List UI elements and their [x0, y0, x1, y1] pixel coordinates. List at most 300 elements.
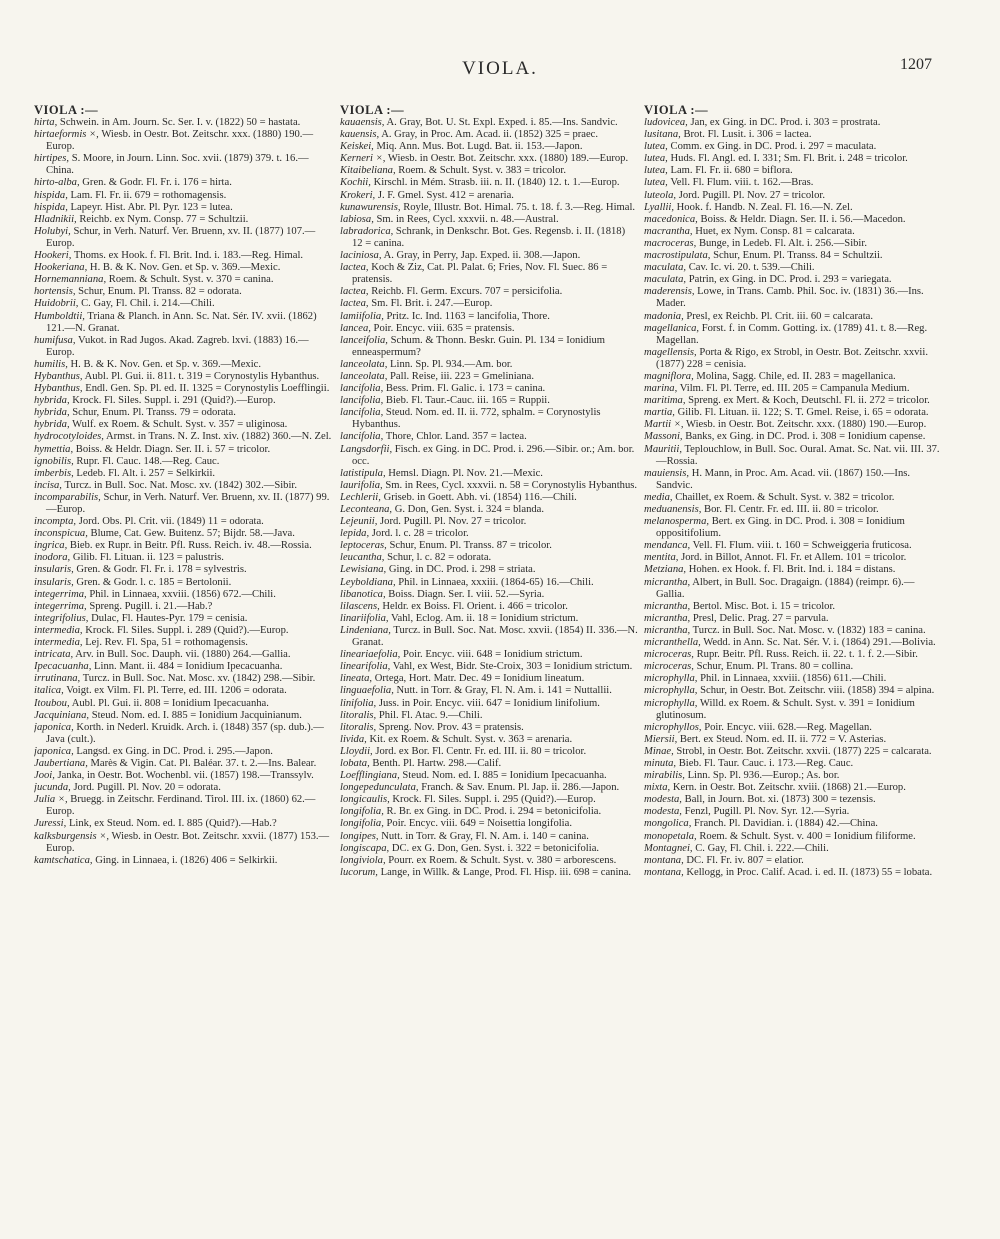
- index-entry: [644, 323, 942, 347]
- citation: Molina, Sagg. Chile, ed. II. 283 = magellanica.: [696, 370, 896, 382]
- citation: Bruegg. in Zeitschr. Ferdinand. Tirol. III. ix. (1860) 62.—Europ.: [46, 794, 316, 818]
- species-name: livida,: [340, 733, 367, 745]
- species-name: Lloydii,: [340, 745, 373, 757]
- citation: Presl, Delic. Prag. 27 = parvula.: [692, 612, 829, 624]
- index-entry: [340, 806, 638, 818]
- citation: Nutt. in Torr. & Gray, Fl. N. Am. i. 141 = Nuttallii.: [396, 685, 612, 697]
- citation: Gren. & Godr. Fl. Fr. i. 176 = hirta.: [82, 177, 232, 189]
- index-entry: [340, 649, 638, 661]
- index-entry: [340, 286, 638, 298]
- index-entry: [34, 625, 332, 637]
- species-name: lancifolia,: [340, 395, 384, 407]
- index-entry: [34, 456, 332, 468]
- citation: Teplouchlow, in Bull. Soc. Oural. Amat. Sc. Nat. vii. III. 37.—Rossia.: [656, 443, 940, 467]
- index-entry: [34, 613, 332, 625]
- index-entry: [34, 202, 332, 214]
- index-entry: [340, 250, 638, 262]
- species-name: inconspicua,: [34, 528, 88, 540]
- species-name: kauensis,: [340, 129, 380, 141]
- species-name: Itoubou,: [34, 697, 70, 709]
- species-name: micrantha,: [644, 600, 691, 612]
- species-name: ignobilis,: [34, 455, 74, 467]
- index-entry: [340, 383, 638, 395]
- citation: Krock. Fl. Siles. Suppl. i. 289 (Quid?).—Europ.: [85, 624, 289, 636]
- citation: Linn. Sp. Pl. 936.—Europ.; As. bor.: [687, 770, 840, 782]
- species-name: Lewisiana,: [340, 564, 387, 576]
- citation: Wiesb. in Oestr. Bot. Zeitschr. xxvii. (1877) 153.—Europ.: [46, 830, 330, 854]
- index-entry: [644, 831, 942, 843]
- species-name: litoralis,: [340, 721, 377, 733]
- index-entry: [644, 371, 942, 383]
- citation: Wiesb. in Oestr. Bot. Zeitschr. xxx. (1880) 190.—Europ.: [686, 419, 927, 431]
- species-name: macrostipulata,: [644, 250, 711, 262]
- index-entry: [34, 359, 332, 371]
- index-entry: [340, 818, 638, 830]
- species-name: maculata,: [644, 262, 687, 274]
- species-name: laurifolia,: [340, 479, 383, 491]
- species-name: longifolia,: [340, 818, 384, 830]
- index-entry: [644, 685, 942, 697]
- citation: Lapeyr. Hist. Abr. Pl. Pyr. 123 = lutea.: [70, 201, 233, 213]
- citation: Bertol. Misc. Bot. i. 15 = tricolor.: [692, 600, 836, 612]
- index-entry: [644, 649, 942, 661]
- species-name: magellensis,: [644, 346, 697, 358]
- species-name: mirabilis,: [644, 770, 685, 782]
- index-entry: [340, 468, 638, 480]
- species-name: mendanca,: [644, 540, 691, 552]
- species-name: kamtschatica,: [34, 854, 93, 866]
- citation: Albert, in Bull. Soc. Dragaign. (1884) (reimpr. 6).—Gallia.: [656, 576, 915, 600]
- index-entry: [34, 528, 332, 540]
- species-name: lactea,: [340, 298, 369, 310]
- species-name: labiosa,: [340, 213, 374, 225]
- citation: Link, ex Steud. Nom. ed. I. 885 (Quid?).—Hab.?: [68, 818, 277, 830]
- index-entry: [34, 153, 332, 177]
- index-entry: [34, 698, 332, 710]
- species-name: longifolia,: [340, 806, 384, 818]
- index-entry: [34, 564, 332, 576]
- citation: Presl, ex Reichb. Pl. Crit. iii. 60 = calcarata.: [686, 310, 874, 322]
- citation: Turcz. in Bull. Soc. Nat. Mosc. xv. (1842) 302.—Sibir.: [64, 479, 298, 491]
- species-name: Kochii,: [340, 177, 371, 189]
- index-entry: [644, 226, 942, 238]
- index-entry: [644, 758, 942, 770]
- index-entry: [644, 855, 942, 867]
- index-entry: [34, 395, 332, 407]
- citation: Ging. in Linnaea, i. (1826) 406 = Selkirkii.: [95, 854, 278, 866]
- citation: Boiss. & Heldr. Diagn. Ser. II. i. 56.—Macedon.: [700, 213, 906, 225]
- citation: Banks, ex Ging. in DC. Prod. i. 308 = Ionidium capense.: [685, 431, 926, 443]
- citation: Phil. Fl. Atac. 9.—Chili.: [378, 709, 483, 721]
- citation: Jord. l. c. 28 = tricolor.: [371, 528, 469, 540]
- page-number: 1207: [900, 56, 932, 73]
- citation: Strobl, in Oestr. Bot. Zeitschr. xxvii. (1877) 225 = calcarata.: [676, 745, 932, 757]
- citation: Schur, in Oestr. Bot. Zeitschr. viii. (1858) 394 = alpina.: [700, 685, 935, 697]
- index-entry: [34, 335, 332, 359]
- index-entry: [644, 746, 942, 758]
- citation: Schur, Enum. Pl. Transs. 79 = odorata.: [72, 407, 236, 419]
- index-entry: [34, 685, 332, 697]
- index-entry: [644, 794, 942, 806]
- citation: Schrank, in Denkschr. Bot. Ges. Regensb. i. II. (1818) 12 = canina.: [352, 225, 626, 249]
- index-column-2: [340, 103, 638, 1213]
- citation: Benth. Pl. Hartw. 298.—Calif.: [372, 757, 502, 769]
- index-entry: [34, 577, 332, 589]
- species-name: intermedia,: [34, 624, 83, 636]
- species-name: Martii ×,: [644, 419, 684, 431]
- citation: Poir. Encyc. viii. 635 = pratensis.: [373, 322, 515, 334]
- species-name: longepedunculata,: [340, 782, 419, 794]
- index-entry: [34, 601, 332, 613]
- citation: Forst. f. in Comm. Gotting. ix. (1789) 41. t. 8.—Reg. Magellan.: [656, 322, 928, 346]
- index-entry: [644, 601, 942, 613]
- citation: Schur, in Verh. Naturf. Ver. Bruenn, xv. II. (1877) 99.—Europ.: [46, 491, 330, 515]
- index-entry: [34, 782, 332, 794]
- citation: Poir. Encyc. viii. 628.—Reg. Magellan.: [704, 721, 872, 733]
- species-name: magniflora,: [644, 370, 694, 382]
- species-name: lanceifolia,: [340, 334, 388, 346]
- index-entry: [34, 589, 332, 601]
- species-name: incompta,: [34, 516, 77, 528]
- index-entry: [644, 274, 942, 286]
- citation: Gren. & Godr. l. c. 185 = Bertolonii.: [76, 576, 232, 588]
- species-name: Lindeniana,: [340, 624, 391, 636]
- index-entry: [34, 298, 332, 310]
- index-entry: [644, 806, 942, 818]
- citation: Patrin, ex Ging. in DC. Prod. i. 293 = variegata.: [688, 274, 892, 286]
- species-name: latistipula,: [340, 467, 386, 479]
- citation: H. B. & K. Nov. Gen. et Sp. v. 369.—Mexic.: [89, 262, 281, 274]
- citation: Jord. ex Bor. Fl. Centr. Fr. ed. III. ii. 80 = tricolor.: [375, 745, 587, 757]
- index-entry: [34, 371, 332, 383]
- species-name: Metziana,: [644, 564, 687, 576]
- index-entry: [340, 601, 638, 613]
- index-entry: [340, 323, 638, 335]
- index-entry: [340, 782, 638, 794]
- index-entry: [34, 190, 332, 202]
- index-entry: [34, 540, 332, 552]
- citation: Marès & Vigin. Cat. Pl. Baléar. 37. t. 2.—Ins. Balear.: [90, 757, 317, 769]
- species-name: lilascens,: [340, 600, 380, 612]
- species-name: lineata,: [340, 673, 373, 685]
- index-entry: [644, 419, 942, 431]
- citation: C. Gay, Fl. Chil. i. 214.—Chili.: [81, 298, 215, 310]
- citation: Sm. in Rees, Cycl. xxxvii. n. 58 = Corynostylis Hybanthus.: [385, 479, 638, 491]
- species-name: irrutinana,: [34, 673, 81, 685]
- species-name: lactea,: [340, 286, 369, 298]
- species-name: lutea,: [644, 141, 668, 153]
- index-entry: [34, 746, 332, 758]
- index-entry: [644, 468, 942, 492]
- species-name: lutea,: [644, 153, 668, 165]
- species-name: Krokeri,: [340, 189, 376, 201]
- citation: H. Mann, in Proc. Am. Acad. vii. (1867) 150.—Ins. Sandvic.: [656, 467, 911, 491]
- index-entry: [644, 238, 942, 250]
- index-entry: [644, 770, 942, 782]
- citation: Schur, Enum. Pl. Trans. 80 = collina.: [696, 661, 854, 673]
- species-name: hydrocotyloides,: [34, 431, 104, 443]
- species-name: Hladnikii,: [34, 213, 77, 225]
- species-name: lucorum,: [340, 866, 378, 878]
- species-name: humilis,: [34, 358, 68, 370]
- species-name: intricata,: [34, 649, 74, 661]
- citation: Triana & Planch. in Ann. Sc. Nat. Sér. IV. xvii. (1862) 121.—N. Granat.: [46, 310, 317, 334]
- index-entry: [340, 117, 638, 129]
- species-name: lancifolia,: [340, 431, 384, 443]
- citation: Vilm. Fl. Pl. Terre, ed. III. 205 = Campanula Medium.: [679, 383, 910, 395]
- species-name: Leconteana,: [340, 504, 393, 515]
- index-entry: [340, 504, 638, 516]
- citation: Heldr. ex Boiss. Fl. Orient. i. 466 = tricolor.: [382, 600, 568, 612]
- species-name: Lejeunii,: [340, 516, 378, 528]
- index-entry: [34, 177, 332, 189]
- species-name: kalksburgensis ×,: [34, 830, 110, 842]
- citation: Endl. Gen. Sp. Pl. ed. II. 1325 = Corynostylis Loefflingii.: [85, 383, 330, 395]
- index-entry: [34, 649, 332, 661]
- citation: Bess. Prim. Fl. Galic. i. 173 = canina.: [385, 383, 546, 395]
- citation: Turcz. in Bull. Soc. Nat. Mosc. xv. (1842) 298.—Sibir.: [82, 673, 316, 685]
- species-name: luteola,: [644, 189, 677, 201]
- citation: Pritz. Ic. Ind. 1163 = lancifolia, Thore.: [386, 310, 550, 322]
- species-name: integerrima,: [34, 588, 87, 600]
- index-entry: [34, 710, 332, 722]
- species-name: Huidobrii,: [34, 298, 79, 310]
- citation: Reichb. ex Nym. Consp. 77 = Schultzii.: [79, 213, 249, 225]
- citation: Nutt. in Torr. & Gray, Fl. N. Am. i. 140 = canina.: [381, 830, 589, 842]
- citation: Chaillet, ex Roem. & Schult. Syst. v. 382 = tricolor.: [675, 491, 895, 503]
- citation: Gilib. Fl. Lituan. ii. 122; S. T. Gmel. Reise, i. 65 = odorata.: [677, 407, 929, 419]
- species-name: montana,: [644, 866, 684, 878]
- index-entry: [644, 673, 942, 685]
- index-entry: [340, 625, 638, 649]
- index-entry: [644, 250, 942, 262]
- citation: Phil. in Linnaea, xxviii. (1856) 611.—Chili.: [700, 673, 887, 685]
- index-entry: [644, 637, 942, 649]
- species-name: Lyallii,: [644, 201, 674, 213]
- index-entry: [34, 770, 332, 782]
- citation: Sm. in Rees, Cycl. xxxvii. n. 48.—Austral.: [376, 213, 559, 225]
- citation: Fisch. ex Ging. in DC. Prod. i. 296.—Sibir. or.; Am. bor. occ.: [352, 443, 635, 467]
- species-name: Miersii,: [644, 733, 678, 745]
- citation: Roem. & Schult. Syst. v. 370 = canina.: [108, 274, 274, 286]
- citation: Jord. in Billot, Annot. Fl. Fr. et Allem. 101 = tricolor.: [681, 552, 907, 564]
- index-entry: [34, 419, 332, 431]
- citation: A. Gray, Bot. U. St. Expl. Exped. i. 85.—Ins. Sandvic.: [386, 117, 618, 128]
- citation: Vukot. in Rad Jugos. Akad. Zagreb. lxvi. (1883) 16.—Europ.: [46, 334, 309, 358]
- citation: Vell. Fl. Flum. viii. t. 160 = Schweiggeria fruticosa.: [692, 540, 912, 552]
- species-name: Loefflingiana,: [340, 770, 400, 782]
- species-name: linifolia,: [340, 697, 377, 709]
- species-name: Mauritii,: [644, 443, 682, 455]
- citation: Royle, Illustr. Bot. Himal. 75. t. 18. f. 3.—Reg. Himal.: [403, 201, 636, 213]
- citation: Jord. Pugill. Pl. Nov. 20 = odorata.: [73, 782, 221, 794]
- species-name: hirto-alba,: [34, 177, 80, 189]
- citation: Huet, ex Nym. Consp. 81 = calcarata.: [695, 225, 855, 237]
- species-name: Langsdorfii,: [340, 443, 393, 455]
- citation: S. Moore, in Journ. Linn. Soc. xvii. (1879) 379. t. 16.—China.: [46, 153, 309, 177]
- index-entry: [644, 734, 942, 746]
- species-name: inodora,: [34, 552, 71, 564]
- citation: Bunge, in Ledeb. Fl. Alt. i. 256.—Sibir.: [698, 237, 867, 249]
- citation: Lej. Rev. Fl. Spa, 51 = rothomagensis.: [85, 637, 248, 649]
- species-name: Hornemanniana,: [34, 274, 107, 286]
- index-entry: [34, 250, 332, 262]
- species-name: Humboldtii,: [34, 310, 85, 322]
- species-name: martia,: [644, 407, 675, 419]
- index-entry: [340, 794, 638, 806]
- species-name: incomparabilis,: [34, 491, 101, 503]
- index-entry: [340, 311, 638, 323]
- species-name: japonica,: [34, 745, 74, 757]
- index-entry: [644, 843, 942, 855]
- species-name: ludovicea,: [644, 117, 688, 128]
- species-name: lutea,: [644, 165, 668, 177]
- species-name: Hybanthus,: [34, 383, 83, 395]
- index-entry: [34, 492, 332, 516]
- index-entry: [340, 613, 638, 625]
- species-name: madonia,: [644, 310, 684, 322]
- citation: Blume, Cat. Gew. Buitenz. 57; Bijdr. 58.—Java.: [90, 528, 295, 540]
- index-entry: [340, 685, 638, 697]
- index-entry: [340, 722, 638, 734]
- index-entry: [340, 855, 638, 867]
- citation: Hemsl. Diagn. Pl. Nov. 21.—Mexic.: [388, 467, 543, 479]
- column-heading: VIOLA :—: [34, 103, 99, 117]
- citation: Gren. & Godr. Fl. Fr. i. 178 = sylvestris.: [76, 564, 247, 576]
- citation: Linn. Sp. Pl. 934.—Am. bor.: [390, 358, 513, 370]
- citation: Kirschl. in Mém. Strasb. iii. n. II. (1840) 12. t. 1.—Europ.: [373, 177, 620, 189]
- species-name: Massoni,: [644, 431, 683, 443]
- species-name: hirtipes,: [34, 153, 70, 165]
- index-entry: [34, 311, 332, 335]
- species-name: lanceolata,: [340, 370, 388, 382]
- citation: Wiesb. in Oestr. Bot. Zeitschr. xxx. (1880) 190.—Europ.: [46, 129, 314, 153]
- citation: C. Gay, Fl. Chil. i. 222.—Chili.: [695, 842, 829, 854]
- index-entry: [340, 589, 638, 601]
- citation: Cav. Ic. vi. 20. t. 539.—Chili.: [688, 262, 815, 274]
- species-name: micrantha,: [644, 612, 691, 624]
- index-entry: [340, 758, 638, 770]
- species-name: Holubyi,: [34, 225, 71, 237]
- citation: Thore, Chlor. Land. 357 = lactea.: [385, 431, 527, 443]
- species-name: Julia ×,: [34, 794, 68, 806]
- index-entry: [644, 383, 942, 395]
- species-name: lobata,: [340, 757, 370, 769]
- index-entry: [644, 129, 942, 141]
- index-entry: [644, 395, 942, 407]
- index-entry: [644, 177, 942, 189]
- species-name: hortensis,: [34, 286, 76, 298]
- species-name: modesta,: [644, 794, 682, 806]
- species-name: libanotica,: [340, 588, 386, 600]
- index-entry: [644, 202, 942, 214]
- index-entry: [644, 661, 942, 673]
- citation: Steud. Nom. ed. I. 885 = Ionidium Jacquinianum.: [91, 709, 302, 721]
- citation: Arv. in Bull. Soc. Dauph. vii. (1880) 264.—Gallia.: [75, 649, 291, 661]
- index-entry: [644, 407, 942, 419]
- index-entry: [340, 746, 638, 758]
- citation: Voigt. ex Vilm. Fl. Pl. Terre, ed. III. 1206 = odorata.: [66, 685, 287, 697]
- citation: Ball, in Journ. Bot. xi. (1873) 300 = tezensis.: [684, 794, 876, 806]
- index-entry: [644, 347, 942, 371]
- index-entry: [644, 311, 942, 323]
- species-name: media,: [644, 491, 673, 503]
- index-entry: [644, 444, 942, 468]
- index-entry: [340, 153, 638, 165]
- species-name: mixta,: [644, 782, 671, 794]
- citation: Bert. ex Ging. in DC. Prod. i. 308 = Ionidium oppositifolium.: [656, 516, 905, 540]
- citation: Hohen. ex Hook. f. Fl. Brit. Ind. i. 184 = distans.: [688, 564, 896, 576]
- species-name: insularis,: [34, 576, 74, 588]
- species-name: lancifolia,: [340, 383, 384, 395]
- citation: Sm. Fl. Brit. i. 247.—Europ.: [371, 298, 493, 310]
- index-entry: [340, 661, 638, 673]
- citation: Turcz. in Bull. Soc. Nat. Mosc. v. (1832) 183 = canina.: [692, 624, 926, 636]
- index-entry: [34, 262, 332, 274]
- species-name: intermedia,: [34, 637, 83, 649]
- citation: Bieb. ex Rupr. in Beitr. Pfl. Russ. Reich. iv. 48.—Rossia.: [69, 540, 312, 552]
- citation: Bieb. Fl. Taur. Cauc. i. 173.—Reg. Cauc.: [678, 757, 854, 769]
- species-name: leptoceras,: [340, 540, 387, 552]
- index-entry: [644, 504, 942, 516]
- citation: Dulac, Fl. Hautes-Pyr. 179 = cenisia.: [91, 612, 248, 624]
- citation: Vahl, Eclog. Am. ii. 18 = Ionidium strictum.: [391, 612, 579, 624]
- index-entry: [34, 117, 332, 129]
- index-entry: [34, 758, 332, 770]
- citation: Pourr. ex Roem. & Schult. Syst. v. 380 = arborescens.: [388, 854, 617, 866]
- citation: Huds. Fl. Angl. ed. I. 331; Sm. Fl. Brit. i. 248 = tricolor.: [670, 153, 908, 165]
- index-entry: [340, 371, 638, 383]
- index-entry: [34, 673, 332, 685]
- species-name: macroceras,: [644, 237, 697, 249]
- index-entry: [644, 867, 942, 879]
- index-entry: [340, 528, 638, 540]
- species-name: maritima,: [644, 395, 686, 407]
- index-entry: [644, 698, 942, 722]
- index-entry: [340, 359, 638, 371]
- species-name: hybrida,: [34, 419, 70, 431]
- index-entry: [34, 480, 332, 492]
- species-name: Minae,: [644, 745, 674, 757]
- index-entry: [340, 710, 638, 722]
- species-name: lepida,: [340, 528, 370, 540]
- citation: Koch & Ziz, Cat. Pl. Palat. 6; Fries, Nov. Fl. Suec. 86 = pratensis.: [352, 262, 608, 286]
- index-entry: [340, 226, 638, 250]
- species-name: maderensis,: [644, 286, 695, 298]
- species-name: Kerneri ×,: [340, 153, 386, 165]
- citation: Bert. ex Steud. Nom. ed. II. ii. 772 = V. Asterias.: [679, 733, 887, 745]
- index-entry: [644, 153, 942, 165]
- index-entry: [340, 770, 638, 782]
- citation: Spreng. ex Mert. & Koch, Deutschl. Fl. ii. 272 = tricolor.: [688, 395, 930, 407]
- citation: Aubl. Pl. Gui. ii. 808 = Ionidium Ipecacuanha.: [71, 697, 269, 709]
- index-entry: [340, 214, 638, 226]
- citation: Schur, l. c. 82 = odorata.: [387, 552, 492, 564]
- citation: Rupr. Beitr. Pfl. Russ. Reich. ii. 22. t. 1. f. 2.—Sibir.: [696, 649, 918, 661]
- citation: Spreng. Pugill. i. 21.—Hab.?: [89, 600, 213, 612]
- species-name: hirta,: [34, 117, 58, 128]
- species-name: lineariaefolia,: [340, 649, 401, 661]
- index-entry: [340, 577, 638, 589]
- index-entry: [340, 540, 638, 552]
- index-entry: [340, 492, 638, 504]
- citation: Comm. ex Ging. in DC. Prod. i. 297 = maculata.: [670, 141, 877, 153]
- citation: Lange, in Willk. & Lange, Prod. Fl. Hisp. iii. 698 = canina.: [380, 866, 632, 878]
- citation: Lam. Fl. Fr. ii. 679 = rothomagensis.: [70, 189, 227, 201]
- species-name: leucantha,: [340, 552, 385, 564]
- citation: Fenzl, Pugill. Pl. Nov. Syr. 12.—Syria.: [684, 806, 850, 818]
- species-name: laciniosa,: [340, 250, 382, 262]
